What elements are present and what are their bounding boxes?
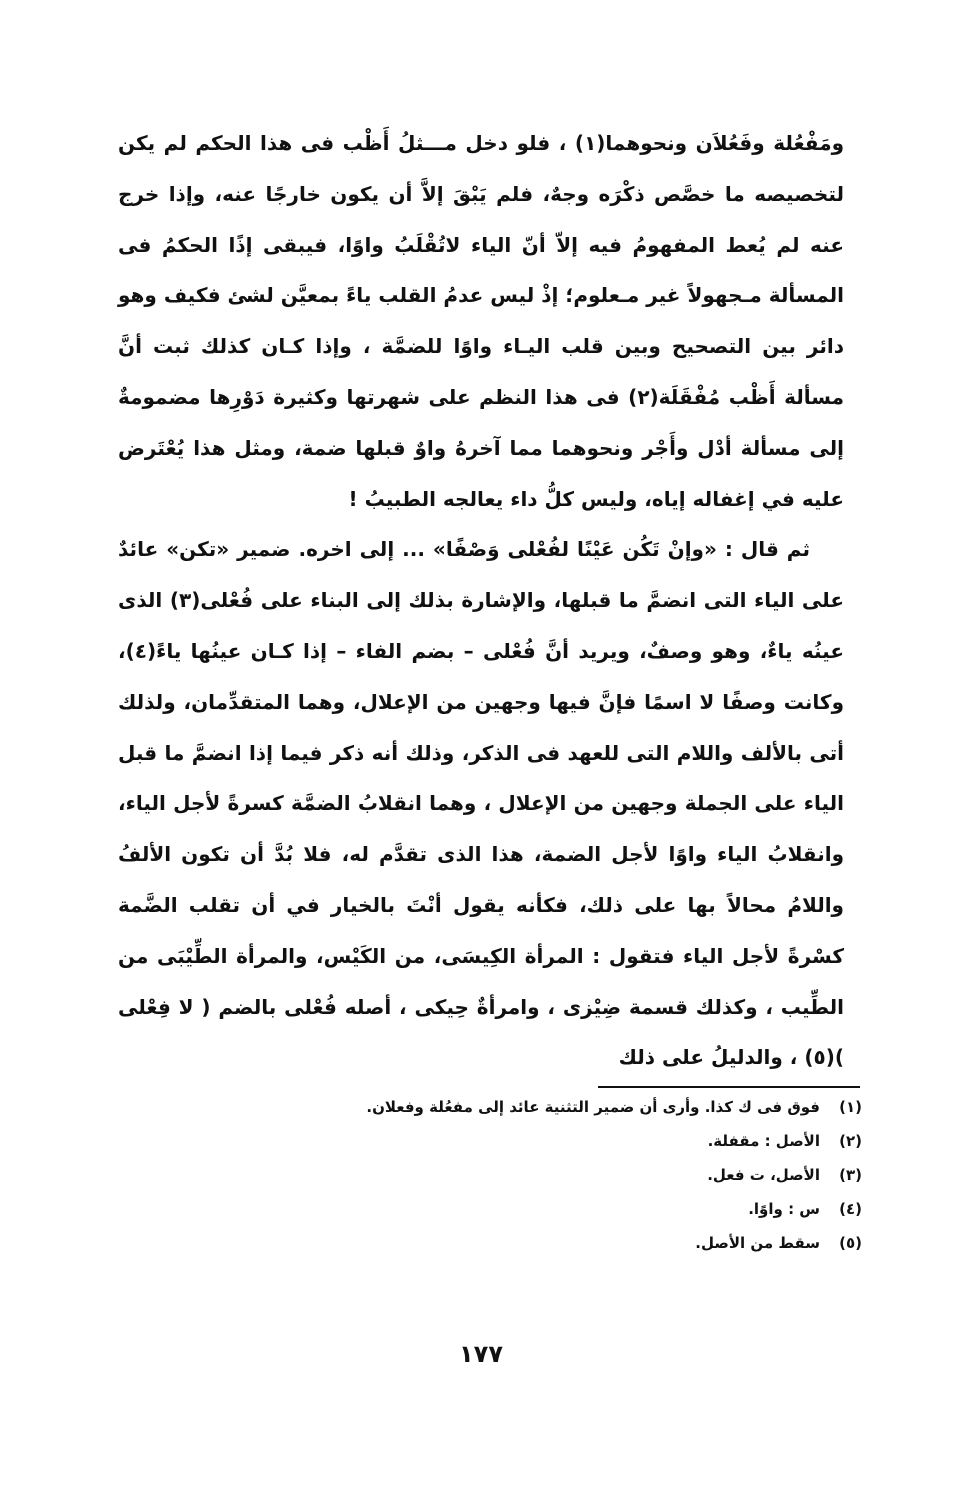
footnote-1 [262,1098,862,1132]
paragraph-2: ثم قال : «وإنْ تَكُن عَيْنًا لفُعْلى وَصْفًا» ... إلى اخره. ضمير «تكن» عائدٌ على الياء التى انضمَّ ما قبلها، والإشارة بذلك إلى البناء على فُعْلى(٣) الذى عينُه ياءٌ، وهو وصفٌ، ويريد أنَّ فُعْلى – بضم الفاء – إذا كـان عينُها ياءً(٤)، وكانت وصفًا لا اسمًا فإنَّ فيها وجهين من الإعلال، وهما المتقدِّمان، ولذلك أتى بالألف واللام التى للعهد فى الذكر، وذلك أنه ذكر فيما إذا انضمَّ ما قبل الياء على الجملة وجهين من الإعلال ، وهما انقلابُ الضمَّة كسرةً لأجل الياء، وانقلابُ الياء واوًا لأجل الضمة، هذا الذى تقدَّم له، فلا بُدَّ أن تكون الألفُ واللامُ محالاً بها على ذلك، فكأنه يقول أنْتَ بالخيار في أن تقلب الضَّمة كسْرةً لأجل الياء فتقول : المرأة الكِيسَى، من الكَيْس، والمرأة الطِّيْبَى من الطِّيب ، وكذلك قسمة ضِيْزى ، وامرأةٌ حِيكى ، أصله فُعْلى بالضم ( لا فِعْلى )(٥) ، والدليلُ على ذلك [118,537,844,1070]
page-number: ١٧٧ [459,1340,503,1368]
paragraph-1: ومَفْعُلة وفَعُلاَن ونحوهما(١) ، فلو دخل مـــثلُ أَظْب فى هذا الحكم لم يكن لتخصيصه ما خصَّص ذكْرَه وجهٌ، فلم يَبْقَ إلاَّ أن يكون خارجًا عنه، وإذا خرج عنه لم يُعط المفهومُ فيه إلاّ أنّ الياء لاتُقْلَبُ واوًا، فيبقى إذًا الحكمُ فى المسألة مـجهولاً غير مـعلوم؛ إذْ ليس عدمُ القلب ياءً بمعيَّن لشئ فكيف وهو دائر بين التصحيح وبين قلب اليـاء واوًا للضمَّة ، وإذا كـان كذلك ثبت أنَّ مسألة أَظْب مُفْقَلَة(٢) فى هذا النظم على شهرتها وكثيرة دَوْرِها مضمومةٌ إلى مسألة أدْل وأَجْر ونحوهما مما آخرهُ واوٌ قبلها ضمة، ومثل هذا يُعْتَرض عليه في إغفاله إياه، وليس كلُّ داء يعالجه الطبيبُ ! [118,131,845,511]
footnote-number: (٣) [839,1166,862,1184]
footnote-2 [262,1132,862,1166]
footnote-4 [262,1200,862,1234]
footnote-text: س : واوًا. [748,1200,820,1218]
footnote-text: سقط من الأصل. [695,1234,820,1252]
footnote-5 [262,1234,862,1268]
footnote-text: فوق فى ك كذا. وأرى أن ضمير التثنية عائد إلى مفعُلة وفعلان. [366,1098,820,1116]
footnote-number: (١) [839,1098,862,1116]
main-text-block [118,118,844,1083]
footnote-number: (٢) [839,1132,862,1150]
footnote-text: الأصل، ت فعل. [707,1166,820,1184]
footnote-text: الأصل : مقفلة. [707,1132,820,1150]
footnote-divider [598,1086,860,1088]
footnote-number: (٤) [839,1200,862,1218]
footnote-3 [262,1166,862,1200]
footnote-number: (٥) [839,1234,862,1252]
footnotes-list [262,1098,862,1268]
